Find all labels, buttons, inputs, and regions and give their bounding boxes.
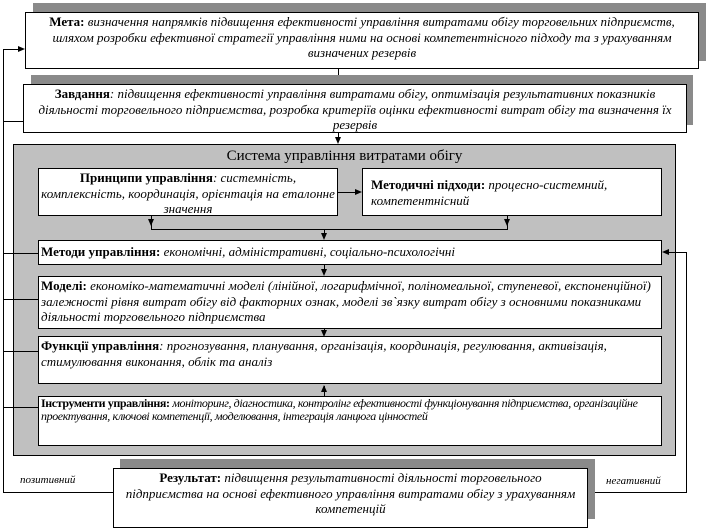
task-box [23,84,687,133]
feedback-left-instruments [3,407,38,408]
feedback-right-result [595,492,687,493]
connector-principles-approaches [338,192,356,193]
instruments-box [38,396,662,446]
feedback-left-line [3,49,4,493]
methods-box [38,240,662,265]
models-box [38,276,662,329]
goal-text: визначення напрямків підвищення ефективності управління витратами обігу торговельних підприємств, шляхом розробки ефективної стратегії управління ними на основі компетентнісного підходу та з урахуванням визначених резервів [52,14,675,60]
arrow-right-icon [18,46,25,52]
arrow-left-icon [662,249,669,255]
arrow-down-icon [321,269,327,276]
result-label: Результат: [159,470,222,485]
feedback-left-to-goal [3,49,19,50]
approaches-box [362,168,662,216]
connector-merge [151,229,508,230]
arrow-right-icon [355,189,362,195]
feedback-left-functions [3,351,38,352]
models-label: Моделі: [41,278,87,293]
arrow-down-icon [148,219,154,226]
feedback-left-models [3,299,38,300]
methods-label: Методи управління: [41,244,161,259]
arrow-down-icon [504,219,510,226]
arrow-down-icon [335,137,341,144]
approaches-text: процесно-системний, компетентнісний [371,177,608,208]
feedback-right-to-methods [668,252,686,253]
feedback-right-line [686,252,687,493]
functions-label: Функції управління [41,338,160,353]
principles-text: : системність, комплексність, координація, орієнтація на еталонне значення [41,170,335,216]
feedback-left-task [3,121,23,122]
goal-box [25,12,699,69]
functions-box [38,336,662,384]
principles-box [38,168,338,216]
instruments-label: Інструменти управління: [41,396,170,410]
task-label: Завдання [54,86,110,101]
task-text: : підвищення ефективності управління витратами обігу, оптимізація результативних показників діяльності торговельного підприємства, розробка критеріїв оцінки ефективності витрат обігу та визначення їх резервів [38,86,672,132]
positive-feedback-label: позитивний [20,474,76,486]
principles-label: Принципи управління [79,170,213,185]
arrow-up-icon [321,385,327,392]
result-text: підвищення результативності діяльності торговельного підприємства на основі ефективного управління витратами обігу з урахуванням компетенцій [125,470,576,516]
approaches-label: Методичні підходи: [371,177,486,192]
functions-text: : прогнозування, планування, організація, координація, регулювання, активізація, стимулювання виконання, облік та аналіз [41,338,607,369]
feedback-left-result [3,492,113,493]
result-box [113,468,588,528]
arrow-down-icon [321,233,327,240]
models-text: економіко-математичні моделі (лінійної, логарифмічної, поліномеальної, ступеневої, експоненційної) залежності рівня витрат обігу від факторних ознак, моделі зв`язку витрат обігу з основними показниками діяльності торговельного підприємства [41,278,651,324]
goal-label: Мета: [49,14,85,29]
feedback-left-methods [3,253,38,254]
negative-feedback-label: негативний [606,475,661,487]
instruments-text: моніторинг, діагностика, контролінг ефективності функціонування підприємства, організаційне проектування, ключові компетенції, моделювання, інтеграція ланцюга цінностей [41,396,638,423]
system-title: Система управління витратами обігу [226,148,463,164]
methods-text: економічні, адміністративні, соціально-психологічні [160,244,455,259]
